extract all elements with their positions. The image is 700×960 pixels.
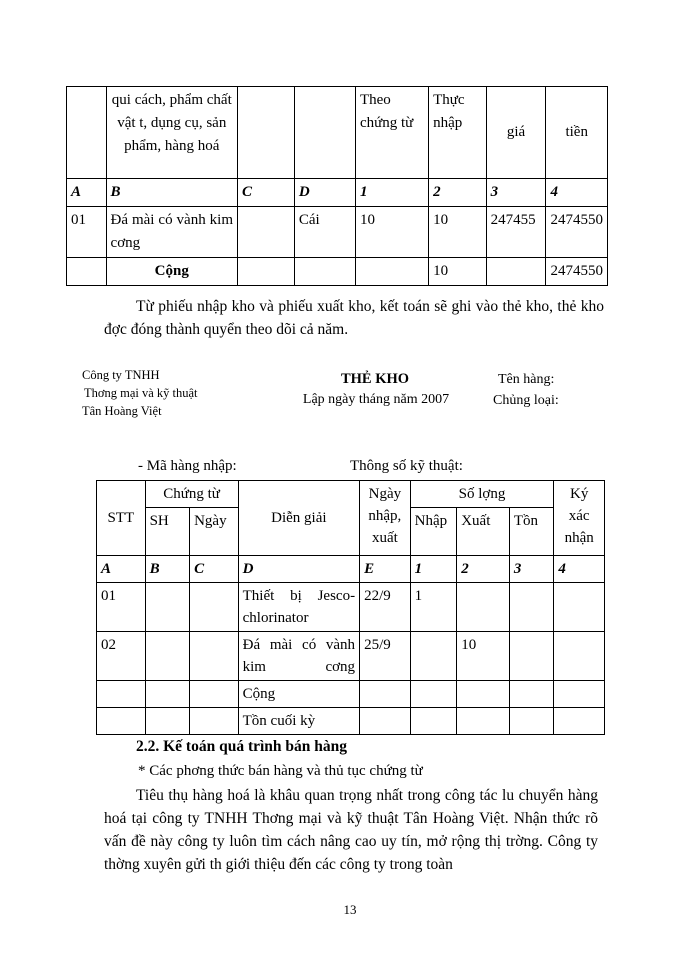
cell bbox=[410, 708, 457, 735]
code-cell: 3 bbox=[486, 179, 546, 207]
total-row bbox=[67, 258, 608, 286]
header-xuat: Xuất bbox=[457, 508, 510, 556]
cell bbox=[360, 708, 411, 735]
total-label: Cộng bbox=[106, 258, 237, 286]
header-ngay: Ngày bbox=[190, 508, 239, 556]
cell bbox=[67, 87, 107, 179]
cell bbox=[145, 708, 190, 735]
nhap-cell: 1 bbox=[410, 583, 457, 632]
cell bbox=[457, 708, 510, 735]
thong-so-label: Thông số kỹ thuật: bbox=[350, 458, 463, 474]
cell bbox=[67, 258, 107, 286]
ma-hang-label: - Mã hàng nhập: bbox=[138, 458, 237, 474]
thanh-tien-cell: 2474550 bbox=[546, 207, 608, 258]
cell bbox=[145, 583, 190, 632]
cell bbox=[97, 708, 146, 735]
chung-loai-label: Chủng loại: bbox=[493, 393, 559, 408]
paragraph: Từ phiếu nhập kho và phiếu xuất kho, kết toán sẽ ghi vào thẻ kho, thẻ kho đợc đóng thành quyển theo dõi cả năm. bbox=[104, 298, 604, 338]
cell bbox=[509, 708, 554, 735]
code-cell: 2 bbox=[457, 556, 510, 583]
cell bbox=[410, 681, 457, 708]
cell bbox=[145, 681, 190, 708]
table-row bbox=[97, 632, 605, 681]
header-goods-spec: qui cách, phẩm chất vật t, dụng cụ, sản phẩm, hàng hoá bbox=[106, 87, 237, 179]
code-cell: 1 bbox=[410, 556, 457, 583]
header-ton: Tồn bbox=[509, 508, 554, 556]
cell bbox=[238, 207, 295, 258]
code-cell: D bbox=[294, 179, 355, 207]
code-cell: 4 bbox=[554, 556, 605, 583]
stt-cell: 02 bbox=[97, 632, 146, 681]
theo-ct-cell: 10 bbox=[355, 207, 428, 258]
cell bbox=[509, 632, 554, 681]
company-line: Công ty TNHH bbox=[82, 368, 160, 382]
cong-label: Cộng bbox=[238, 681, 359, 708]
cell bbox=[238, 87, 295, 179]
dien-giai-cell: Thiết bị Jesco-chlorinator bbox=[238, 583, 359, 632]
header-so-luong: Số lợng bbox=[410, 481, 554, 508]
header-theo-chung-tu: Theo chứng từ bbox=[355, 87, 428, 179]
stt-cell: 01 bbox=[67, 207, 107, 258]
cell bbox=[294, 258, 355, 286]
header-ky-xac-nhan: Ký xác nhận bbox=[554, 481, 605, 556]
page-number: 13 bbox=[343, 902, 357, 917]
cell bbox=[190, 583, 239, 632]
code-cell: 1 bbox=[355, 179, 428, 207]
cell bbox=[554, 632, 605, 681]
header-nhap: Nhập bbox=[410, 508, 457, 556]
cell bbox=[190, 708, 239, 735]
cell bbox=[554, 583, 605, 632]
table-row bbox=[97, 583, 605, 632]
cell bbox=[509, 583, 554, 632]
code-cell: A bbox=[97, 556, 146, 583]
cell bbox=[190, 681, 239, 708]
total-thuc-nhap: 10 bbox=[429, 258, 486, 286]
header-thuc-nhap: Thực nhập bbox=[429, 87, 486, 179]
thuc-nhap-cell: 10 bbox=[429, 207, 486, 258]
header-chung-tu: Chứng từ bbox=[145, 481, 238, 508]
cell bbox=[554, 708, 605, 735]
cell bbox=[238, 258, 295, 286]
header-stt: STT bbox=[97, 481, 146, 556]
nhap-cell bbox=[410, 632, 457, 681]
cell bbox=[509, 681, 554, 708]
total-thanh-tien: 2474550 bbox=[546, 258, 608, 286]
section-subheading: * Các phơng thức bán hàng và thủ tục chứng từ bbox=[138, 763, 423, 779]
don-gia-cell: 247455 bbox=[486, 207, 546, 258]
ton-cuoi-ky-label: Tồn cuối kỳ bbox=[238, 708, 359, 735]
ngay-cell: 25/9 bbox=[360, 632, 411, 681]
ten-hang-label: Tên hàng: bbox=[498, 372, 555, 387]
cell bbox=[190, 632, 239, 681]
dien-giai-cell: Đá mài có vành kim cơng bbox=[238, 632, 359, 681]
header-tien: tiền bbox=[546, 87, 608, 179]
code-cell: D bbox=[238, 556, 359, 583]
code-cell: 4 bbox=[546, 179, 608, 207]
stock-card-table bbox=[96, 480, 605, 735]
header-gia: giá bbox=[486, 87, 546, 179]
header-dien-giai: Diễn giải bbox=[238, 481, 359, 556]
code-cell: 3 bbox=[509, 556, 554, 583]
card-date: Lập ngày tháng năm 2007 bbox=[302, 392, 450, 407]
table-row bbox=[67, 207, 608, 258]
xuat-cell: 10 bbox=[457, 632, 510, 681]
cell bbox=[554, 681, 605, 708]
cell bbox=[457, 681, 510, 708]
unit-cell: Cái bbox=[294, 207, 355, 258]
header-ngay-nhap-xuat: Ngày nhập, xuất bbox=[360, 481, 411, 556]
name-cell: Đá mài có vành kim cơng bbox=[106, 207, 237, 258]
code-cell: B bbox=[106, 179, 237, 207]
cell bbox=[145, 632, 190, 681]
code-cell: A bbox=[67, 179, 107, 207]
ngay-cell: 22/9 bbox=[360, 583, 411, 632]
code-cell: B bbox=[145, 556, 190, 583]
code-cell: C bbox=[190, 556, 239, 583]
cell bbox=[355, 258, 428, 286]
header-sh: SH bbox=[145, 508, 190, 556]
section-body: Tiêu thụ hàng hoá là khâu quan trọng nhất trong công tác lu chuyển hàng hoá tại công ty TNHH Thơng mại và kỹ thuật Tân Hoàng Việt. Nhận thức rõ vấn đề này công ty luôn tìm cách nâng cao uy tín, mở rộng thị trờng. Công ty thờng xuyên gửi th giới thiệu đến các công ty trong toàn bbox=[104, 787, 598, 873]
code-cell: E bbox=[360, 556, 411, 583]
card-title: THẺ KHO bbox=[340, 371, 410, 387]
cell bbox=[97, 681, 146, 708]
xuat-cell bbox=[457, 583, 510, 632]
company-line: Tân Hoàng Việt bbox=[82, 404, 162, 418]
code-cell: 2 bbox=[429, 179, 486, 207]
company-line: Thơng mại và kỹ thuật bbox=[84, 386, 198, 400]
ton-cuoi-ky-row bbox=[97, 708, 605, 735]
cell bbox=[294, 87, 355, 179]
cell bbox=[360, 681, 411, 708]
stt-cell: 01 bbox=[97, 583, 146, 632]
cong-row bbox=[97, 681, 605, 708]
cell bbox=[486, 258, 546, 286]
section-heading: 2.2. Kế toán quá trình bán hàng bbox=[136, 738, 348, 755]
code-cell: C bbox=[238, 179, 295, 207]
receipt-table bbox=[66, 86, 608, 286]
